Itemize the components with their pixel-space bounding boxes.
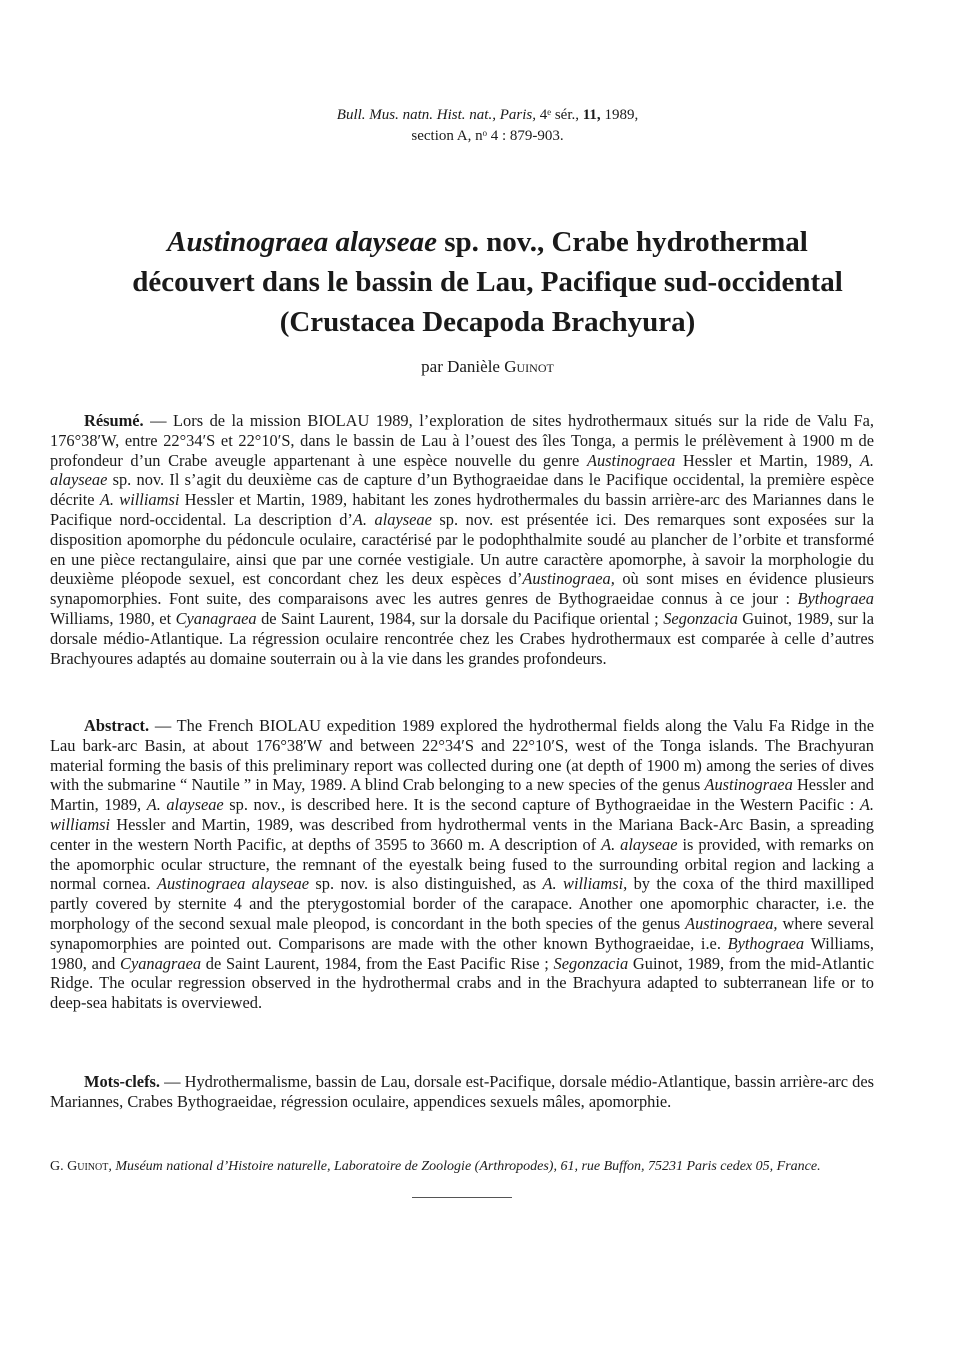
abstract-text: by the coxa of the third maxilliped partly covered by sternite 4 and the pterygostomial border of the carapace. Another one apomorphic character, i.e. the morphology of the second sexual male pleopod, is concordant in the both species of the genus [50,874,874,933]
abstract-italic: A. williamsi [50,795,874,834]
resume-text: Hessler et Martin, 1989, [675,450,860,470]
title-line2: découvert dans le bassin de Lau, Pacifique sud-occidental [132,266,843,298]
author-surname: Guinot [504,357,554,376]
title-line1-rest: sp. nov., Crabe hydrothermal [437,226,808,258]
abstract-paragraph [50,716,874,1013]
abstract-text: Guinot, 1989, from the mid-Atlantic Ridge. The ocular regression observed in the hydrothermal crabs and in the Brachyura adapted to subterranean life or to deep-sea habitats is overviewed. [50,953,874,1013]
abstract-italic: A. alayseae [601,834,678,854]
resume-italic: Bythograea [797,589,874,609]
resume-text: Hessler et Martin, 1989, habitant les zones hydrothermales du bassin arrière-arc des Mariannes dans le Pacifique nord-occidental. La description d’ [50,490,874,529]
keywords-text: — Hydrothermalisme, bassin de Lau, dorsale est-Pacifique, dorsale médio-Atlantique, bassin arrière-arc des Mariannes, Crabes Bythograeidae, régression oculaire, appendices sexuels mâles, apomorphie. [50,1072,874,1111]
abstract-heading: Abstract. [84,716,150,735]
abstract-text: sp. nov., is described here. It is the second capture of Bythograeidae in the Western Pacific : [223,795,860,815]
title-line3: (Crustacea Decapoda Brachyura) [279,306,696,338]
footnote-divider [412,1197,512,1198]
resume-italic: A. alayseae [50,450,874,490]
abstract-text: — The French BIOLAU expedition 1989 explored the hydrothermal fields along the Valu Fa Ridge in the Lau bark-arc Basin, at about 176°38′W and between 22°34′S and 22°10′S, west of the Tonga islands. The Brachyuran material forming the basis of this preliminary report was collected during one (at depth of 1900 m) among the series of dives with the submarine “ Nautile ” in May, 1989. A blind Crab belonging to a new species of the genus [50,716,874,795]
resume-italic: Segonzacia [663,608,738,628]
abstract-italic: A. alayseae [146,795,224,815]
journal-section: section A, nᵒ 4 : 879-903. [411,128,564,144]
resume-italic: A. alayseae [352,509,432,529]
abstract-text: where several synapomorphies are pointed out. Comparisons are made with the other known Bythograeidae, i.e. [50,913,874,953]
resume-text: de Saint Laurent, 1984, sur la dorsale du Pacifique oriental ; [256,608,664,628]
resume-italic: Cyanagraea [175,608,257,628]
abstract-italic: Bythograea [727,933,805,953]
resume-heading: Résumé. [84,411,144,430]
abstract-text: Hessler and Martin, 1989, was described from hydrothermal vents in the Mariana Back-Arc Basin, a spreading center in the western North Pacific, at depths of 3595 to 3660 m. A description of [50,814,874,854]
address-surname: Guinot [67,1159,109,1174]
abstract-italic: Austinograea alayseae [156,874,310,894]
address-initial: G. [50,1159,68,1174]
resume-text: sp. nov. est présentée ici. Des remarques sont exposées sur la disposition apomorphe du pédoncule oculaire, caractérisé par le podophthalmite soudé au plancher de l’orbite et transformé en une pièce rectangulaire, ainsi que par une cornée vestigiale. Un autre caractère apomorphe, à savoir la morphologie du deuxième pléopode sexuel, est concordant chez les deux espèces d’ [50,509,874,589]
resume-paragraph [50,411,874,668]
journal-series: 4ᵉ sér., [539,107,579,123]
journal-citation [0,105,975,147]
abstract-italic: Cyanagraea [120,953,202,973]
resume-text: Williams, 1980, et [50,608,176,628]
abstract-italic: Segonzacia [553,953,629,973]
author-line [0,357,975,377]
abstract-text: is provided, with remarks on the apomorphic ocular structure, the remnant of the eyestalk being fused to the surrounding orbital region and lacking a normal cornea. [50,834,874,894]
address-text: , Muséum national d’Histoire naturelle, Laboratoire de Zoologie (Arthropodes), 61, rue Buffon, 75231 Paris cedex 05, France. [108,1159,821,1174]
resume-text: où sont mises en évidence plusieurs synapomorphies. Font suite, des comparaisons avec les autres genres de Bythograeidae connus à ce jour : [50,569,874,609]
abstract-text: Hessler and Martin, 1989, [50,775,874,815]
resume-text: Guinot, 1989, sur la dorsale médio-Atlantique. La régression oculaire rencontrée chez les Crabes hydrothermaux est comparée à celle d’autres Brachyoures adaptés au domaine souterrain ou à la vie dans les grandes profondeurs. [50,608,874,668]
journal-year: 1989, [604,107,639,123]
title-species: Austinograea alayseae [167,226,437,258]
journal-name: Bull. Mus. natn. Hist. nat., Paris, [336,107,536,123]
resume-italic: Austinograea, [522,569,615,589]
abstract-italic: Austinograea, [685,913,778,933]
keywords-heading: Mots-clefs. [84,1072,160,1091]
journal-volume: 11, [582,107,601,123]
resume-text: — Lors de la mission BIOLAU 1989, l’exploration de sites hydrothermaux situés sur la ride de Valu Fa, 176°38′W, entre 22°34′S et 22°10′S, dans le bassin de Lau à l’ouest des îles Tonga, a permis le prélèvement à 1900 m de profondeur d’un Crabe aveugle appartenant à une espèce nouvelle du genre [50,411,874,470]
abstract-text: sp. nov. is also distinguished, as [309,874,543,894]
abstract-text: Williams, 1980, and [50,933,874,973]
author-prefix: par Danièle [421,357,505,376]
author-address [50,1158,874,1176]
keywords-paragraph [50,1072,874,1112]
abstract-italic: Austinograea [704,775,793,795]
abstract-text: de Saint Laurent, 1984, from the East Pacific Rise ; [201,953,554,973]
resume-text: sp. nov. Il s’agit du deuxième cas de capture d’un Bythograeidae dans le Pacifique occidental, la première espèce décrite [50,470,874,510]
article-title [40,222,935,342]
resume-italic: Austinograea [586,450,676,470]
resume-italic: A. williamsi [99,490,180,510]
abstract-italic: A. williamsi, [542,874,628,894]
